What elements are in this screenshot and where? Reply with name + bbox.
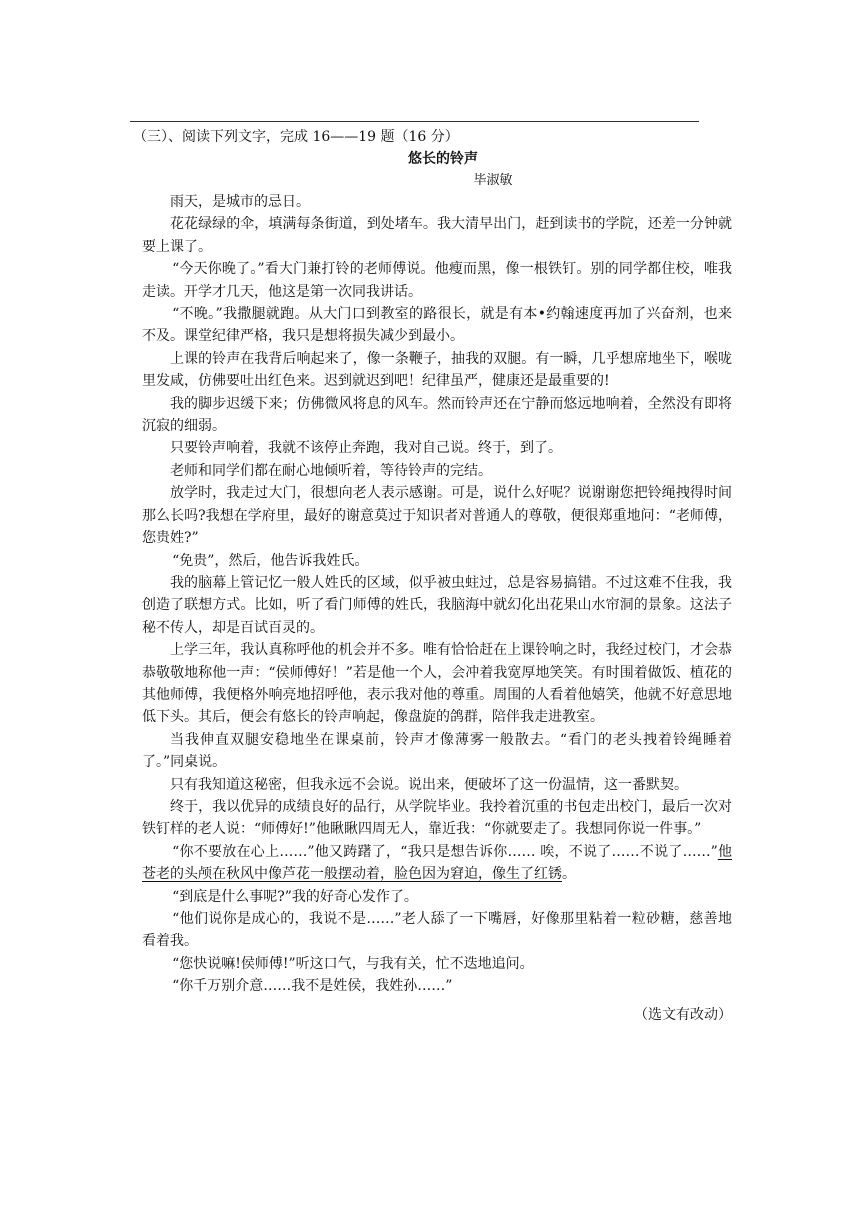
paragraph: “他们说你是成心的，我说不是……”老人舔了一下嘴唇，好像那里粘着一粒砂糖，慈善地看着我。 [142, 911, 732, 950]
paragraph: 花花绿绿的伞，填满每条街道，到处堵车。我大清早出门，赶到读书的学院，还差一分钟就要上课了。 [142, 216, 732, 255]
paragraph: 老师和同学们都在耐心地倾听着，等待铃声的完结。 [170, 462, 492, 479]
paragraph: 当我伸直双腿安稳地坐在课桌前，铃声才像薄雾一般散去。“看门的老头拽着铃绳睡着了。”同桌说。 [142, 731, 732, 771]
reading-section [133, 126, 733, 1026]
source-note: （选文有改动） [634, 1006, 732, 1023]
paragraph: 雨天，是城市的忌日。 [170, 194, 310, 210]
paragraph: 只有我知道这秘密，但我永远不会说。说出来，便破坏了这一份温情，这一番默契。 [170, 776, 688, 793]
paragraph: “您快说嘛!侯师傅!”听这口气，与我有关，忙不迭地追问。 [172, 955, 534, 972]
paragraph: “今天你晚了。”看大门兼打铃的老师傅说。他瘦而黑，像一根铁钉。别的同学都住校，唯我走读。开学才几天，他这是第一次同我讲话。 [142, 261, 732, 300]
paragraph-text: “你不要放在心上……”他又踌躇了，“我只是想告诉你…… 唉，不说了……不说了……” [172, 843, 718, 860]
article-title: 悠长的铃声 [408, 151, 478, 167]
paragraph-with-underline [142, 841, 732, 886]
paragraph: 我的脑幕上管记忆一般人姓氏的区域，似乎被虫蛀过，总是容易搞错。不过这难不住我，我创造了联想方式。比如，听了看门师傅的姓氏，我脑海中就幻化出花果山水帘洞的景象。这法子秘不传人，却是百试百灵的。 [142, 574, 732, 636]
paragraph: 终于，我以优异的成绩良好的品行，从学院毕业。我拎着沉重的书包走出校门，最后一次对铁钉样的老人说：“师傅好!”他瞅瞅四周无人，靠近我：“你就要走了。我想同你说一件事。” [142, 798, 732, 838]
paragraph: 上学三年，我认真称呼他的机会并不多。唯有恰恰赶在上课铃响之时，我经过校门，才会恭恭敬敬地称他一声：“侯师傅好！”若是他一个人，会冲着我宽厚地笑笑。有时围着做饭、植花的其他师傅，我便格外响亮地招呼他，表示我对他的尊重。周围的人看着他嬉笑，他就不好意思地低下头。其后，便会有悠长的铃声响起，像盘旋的鸽群，陪伴我走进教室。 [142, 642, 732, 726]
paragraph: “免贵”，然后，他告诉我姓氏。 [172, 552, 369, 569]
paragraph: “到底是什么事呢?”我的好奇心发作了。 [172, 888, 418, 905]
article-body [142, 191, 732, 998]
paragraph: “不晚。”我撒腿就跑。从大门口到教室的路很长，就是有本•约翰速度再加了兴奋剂，也来不及。课堂纪律严格，我只是想将损失减少到最小。 [142, 306, 732, 345]
paragraph: 放学时，我走过大门，很想向老人表示感谢。可是，说什么好呢？说谢谢您把铃绳拽得时间那么长吗?我想在学府里，最好的谢意莫过于知识者对普通人的尊敬，便很郑重地问：“老师傅，您贵姓?” [142, 485, 732, 547]
paragraph: “你千万别介意……我不是姓侯，我姓孙……” [172, 978, 453, 995]
paragraph: 只要铃声响着，我就不该停止奔跑，我对自己说。终于，到了。 [170, 440, 562, 457]
article-author: 毕淑敏 [473, 173, 513, 188]
underlined-sentence: 他苍老的头颅在秋风中像芦花一般摆动着，脸色因为窘迫，像生了红锈 [142, 843, 733, 883]
paragraph: 上课的铃声在我背后响起来了，像一条鞭子，抽我的双腿。有一瞬，几乎想席地坐下，喉咙里发咸，仿佛要吐出红色来。迟到就迟到吧！纪律虽严，健康还是最重要的! [142, 350, 732, 390]
top-rule [130, 121, 699, 122]
paragraph-text: 。 [562, 866, 576, 883]
paragraph: 我的脚步迟缓下来；仿佛微风将息的风车。然而铃声还在宁静而悠远地响着，全然没有即将沉寂的细弱。 [142, 395, 732, 435]
section-heading: （三）、阅读下列文字，完成 16——19 题（16 分） [133, 129, 459, 145]
